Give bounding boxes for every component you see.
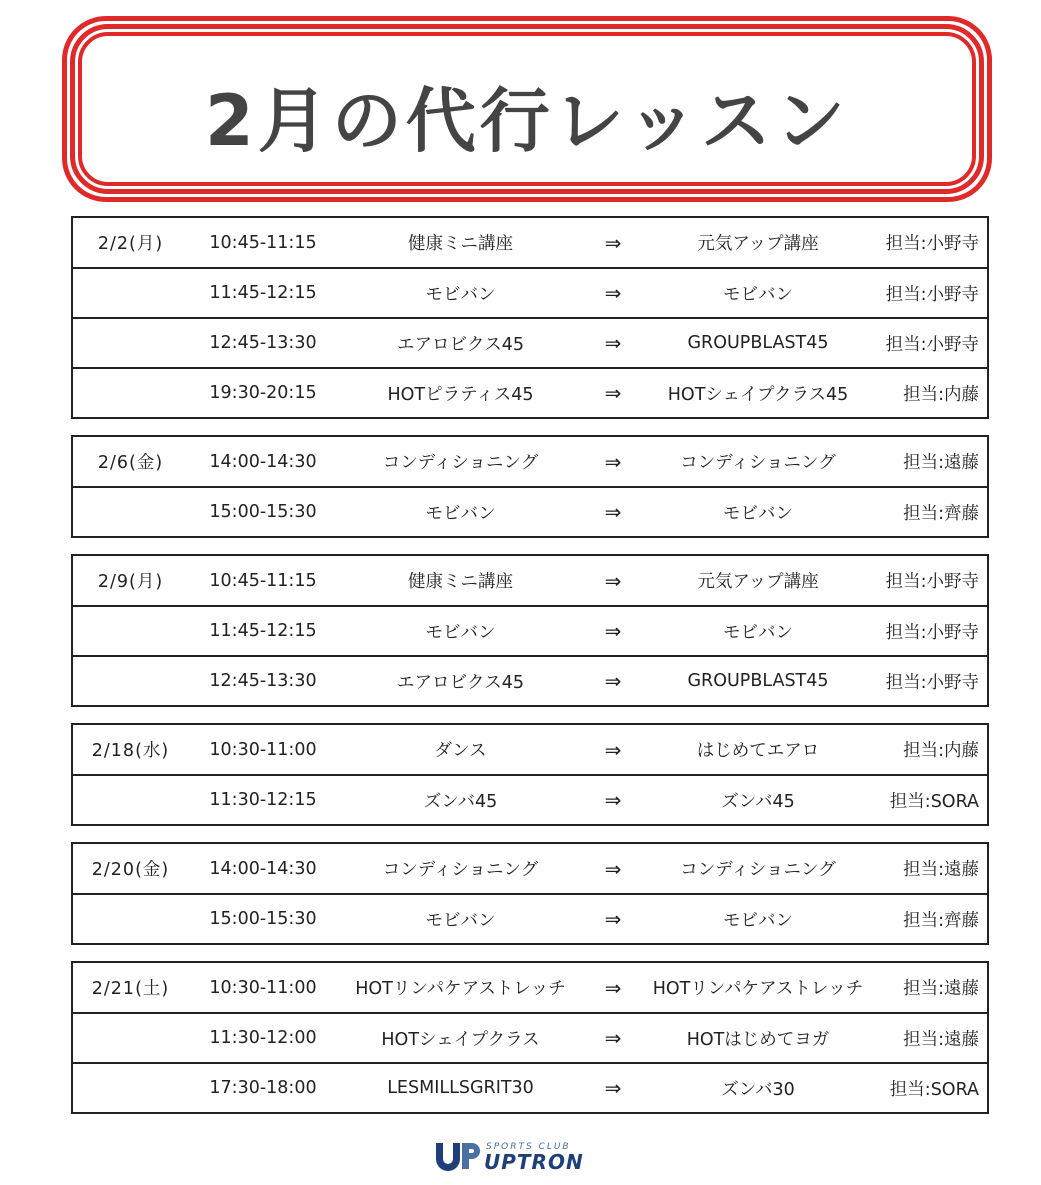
arrow-icon: ⇒ [604,230,622,255]
staff-cell: 担当:小野寺 [885,284,979,305]
date-cell: 2/18(水) [91,741,170,761]
schedule-row [73,655,987,705]
schedule-row [73,317,987,367]
time-cell: 12:45-13:30 [209,333,317,353]
title-banner [62,16,992,202]
schedule-row [73,486,987,536]
substitute-lesson: モビバン [723,503,793,524]
staff-cell: 担当:小野寺 [885,572,979,592]
date-cell: 2/6(金) [97,453,164,473]
staff-cell: 担当:SORA [889,1079,979,1100]
time-cell: 11:45-12:15 [209,283,317,303]
substitute-lesson: モビバン [723,622,793,643]
schedule-group [71,435,989,538]
arrow-icon: ⇒ [604,568,622,593]
time-cell: 14:00-14:30 [209,858,317,879]
substitute-lesson: モビバン [723,910,793,931]
original-lesson: ズンバ45 [423,791,498,812]
time-cell: 19:30-20:15 [209,383,317,403]
substitute-lesson: HOTリンパケアストレッチ [652,979,864,999]
original-lesson: HOTリンパケアストレッチ [355,979,566,999]
substitute-lesson: ズンバ45 [721,791,795,812]
staff-cell: 担当:小野寺 [885,672,979,693]
time-cell: 10:30-11:00 [209,977,317,998]
time-cell: 12:45-13:30 [209,671,317,691]
arrow-icon: ⇒ [604,1026,622,1050]
date-cell: 2/2(月) [97,234,164,254]
time-cell: 17:30-18:00 [209,1078,317,1098]
arrow-icon: ⇒ [604,449,622,474]
schedule-group [71,842,989,945]
arrow-icon: ⇒ [604,856,622,881]
staff-cell: 担当:小野寺 [885,234,979,254]
staff-cell: 担当:遠藤 [903,1029,979,1050]
arrow-icon: ⇒ [604,381,622,405]
up-logo-mark-icon [434,1141,482,1171]
substitute-lesson: コンディショニング [680,860,836,880]
time-cell: 10:30-11:00 [209,739,317,760]
original-lesson: コンディショニング [382,453,539,473]
schedule-row [73,605,987,655]
staff-cell: 担当:小野寺 [885,622,979,643]
schedule-row [73,556,987,605]
staff-cell: 担当:SORA [889,791,979,812]
time-cell: 11:45-12:15 [209,621,317,641]
original-lesson: HOTシェイプクラス [381,1029,540,1050]
arrow-icon: ⇒ [604,737,622,762]
schedule-group [71,961,989,1114]
time-cell: 10:45-11:15 [209,232,317,253]
arrow-icon: ⇒ [604,1076,622,1100]
schedule-row [73,267,987,317]
schedule-row [73,437,987,486]
staff-cell: 担当:小野寺 [885,334,979,355]
schedule-row [73,774,987,824]
time-cell: 11:30-12:00 [209,1028,317,1048]
substitute-lesson: 元気アップ講座 [697,572,819,592]
substitute-lesson: コンディショニング [680,453,836,473]
time-cell: 14:00-14:30 [209,451,317,472]
date-cell: 2/20(金) [91,860,170,880]
original-lesson: モビバン [425,503,496,524]
arrow-icon: ⇒ [604,907,622,931]
schedule-group [71,554,989,707]
schedule-row [73,367,987,417]
staff-cell: 担当:齊藤 [903,503,979,524]
schedule-group [71,216,989,419]
staff-cell: 担当:内藤 [903,384,979,405]
arrow-icon: ⇒ [604,331,622,355]
schedule-row [73,1062,987,1112]
substitute-lesson: GROUPBLAST45 [687,671,829,691]
original-lesson: 健康ミニ講座 [408,572,513,592]
substitute-lesson: ズンバ30 [721,1079,795,1100]
original-lesson: ダンス [434,741,487,761]
substitute-lesson: GROUPBLAST45 [687,333,829,353]
staff-cell: 担当:遠藤 [903,979,979,999]
substitute-lesson: はじめてエアロ [696,741,820,761]
substitute-lesson: HOTはじめてヨガ [686,1029,830,1050]
original-lesson: モビバン [425,622,496,643]
logo-subtitle: SPORTS CLUB [486,1142,571,1152]
schedule-row [73,844,987,893]
original-lesson: HOTピラティス45 [387,384,534,405]
staff-cell: 担当:齊藤 [903,910,979,931]
original-lesson: モビバン [425,910,496,931]
page-title: 2月の代行レッスン [204,80,849,162]
schedule-row [73,218,987,267]
original-lesson: エアロビクス45 [396,672,525,693]
substitute-lesson: 元気アップ講座 [697,234,819,254]
uptron-logo [434,1139,594,1173]
original-lesson: 健康ミニ講座 [408,234,513,254]
schedule-row [73,725,987,774]
substitute-lesson: HOTシェイプクラス45 [667,384,849,405]
arrow-icon: ⇒ [604,281,622,305]
original-lesson: コンディショニング [382,860,539,880]
logo-wordmark: UPTRON [484,1150,584,1174]
arrow-icon: ⇒ [604,788,622,812]
arrow-icon: ⇒ [604,669,622,693]
schedule-row [73,963,987,1012]
schedule-group [71,723,989,826]
time-cell: 15:00-15:30 [209,502,317,522]
staff-cell: 担当:内藤 [903,741,979,761]
staff-cell: 担当:遠藤 [903,860,979,880]
schedule-row [73,1012,987,1062]
schedule-row [73,893,987,943]
time-cell: 11:30-12:15 [209,790,317,810]
arrow-icon: ⇒ [604,500,622,524]
date-cell: 2/9(月) [97,572,164,592]
original-lesson: LESMILLSGRIT30 [387,1078,534,1098]
time-cell: 15:00-15:30 [209,909,317,929]
substitute-lesson: モビバン [723,284,793,305]
arrow-icon: ⇒ [604,975,622,1000]
original-lesson: エアロビクス45 [396,334,525,355]
time-cell: 10:45-11:15 [209,570,317,591]
original-lesson: モビバン [425,284,496,305]
date-cell: 2/21(土) [91,979,170,999]
staff-cell: 担当:遠藤 [903,453,979,473]
arrow-icon: ⇒ [604,619,622,643]
